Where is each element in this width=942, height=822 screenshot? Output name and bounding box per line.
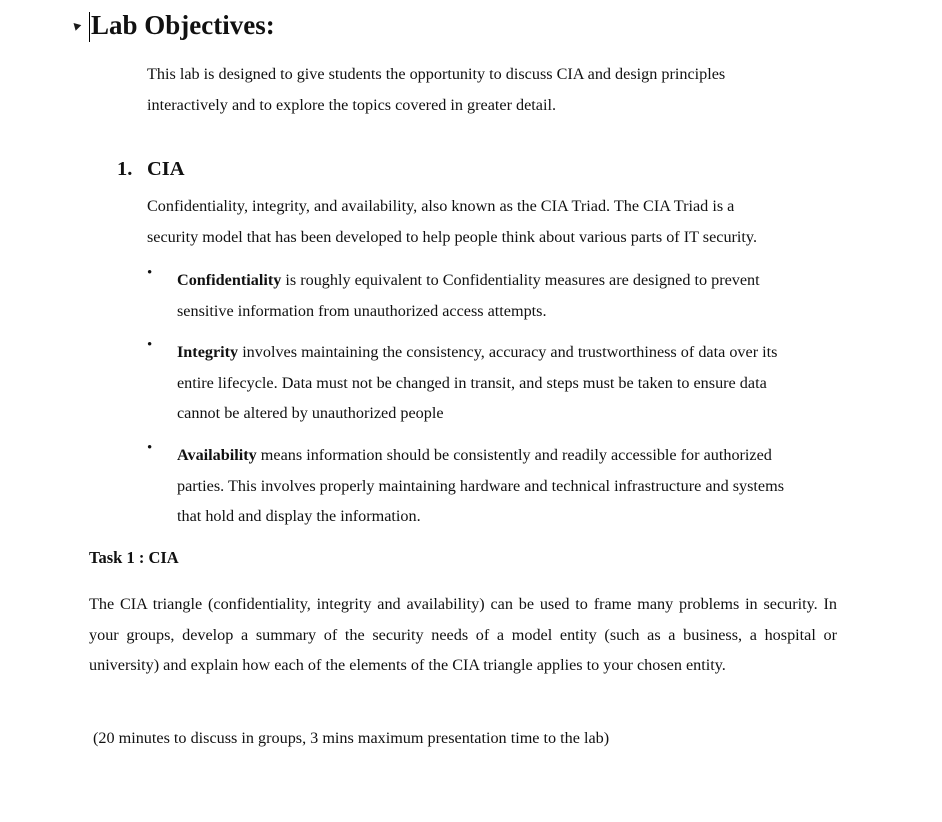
bullet-line bbox=[177, 337, 777, 368]
intro-line-2: interactively and to explore the topics covered in greater detail. bbox=[147, 95, 557, 114]
page-title: Lab Objectives: bbox=[91, 10, 275, 40]
task-note: (20 minutes to discuss in groups, 3 mins maximum presentation time to the lab) bbox=[93, 729, 610, 747]
task-body: The CIA triangle (confidentiality, integrity and availability) can be used to frame many problems in security. In your groups, develop a summary of the security needs of a model entity (such as a business, a hospital or university) and explain how each of the elements of the CIA triangle applies to your chosen entity. bbox=[89, 595, 837, 674]
bullet-line bbox=[177, 440, 784, 471]
bullet-term: Integrity bbox=[177, 343, 239, 361]
bullet-line: that hold and display the information. bbox=[177, 507, 421, 525]
section-title: CIA bbox=[147, 158, 185, 180]
collapse-heading-icon[interactable] bbox=[71, 20, 82, 31]
bullet-marker: • bbox=[147, 337, 153, 353]
section-desc-line-2: security model that has been developed to help people think about various parts of IT security. bbox=[147, 227, 758, 246]
intro-line-1: This lab is designed to give students the opportunity to discuss CIA and design principles bbox=[147, 65, 726, 83]
intro-paragraph bbox=[147, 59, 725, 120]
bullet-text: means information should be consistently and readily accessible for authorized bbox=[256, 446, 772, 464]
bullet-item-confidentiality bbox=[177, 265, 760, 326]
section-number: 1. bbox=[117, 158, 133, 180]
bullet-term: Confidentiality bbox=[177, 271, 282, 289]
bullet-marker: • bbox=[147, 440, 153, 456]
bullet-text: involves maintaining the consistency, accuracy and trustworthiness of data over its bbox=[238, 343, 778, 361]
task-title: Task 1 : CIA bbox=[89, 548, 179, 567]
bullet-line: entire lifecycle. Data must not be changed in transit, and steps must be taken to ensure data bbox=[177, 373, 767, 392]
bullet-term: Availability bbox=[177, 446, 257, 464]
bullet-line: sensitive information from unauthorized access attempts. bbox=[177, 301, 547, 320]
bullet-item-integrity bbox=[177, 337, 777, 429]
section-description bbox=[147, 191, 757, 252]
bullet-text: is roughly equivalent to Confidentiality measures are designed to prevent bbox=[281, 271, 760, 289]
section-desc-line-1: Confidentiality, integrity, and availability, also known as the CIA Triad. The CIA Triad is a bbox=[147, 197, 735, 215]
bullet-item-availability bbox=[177, 440, 784, 532]
bullet-line: parties. This involves properly maintaining hardware and technical infrastructure and systems bbox=[177, 476, 784, 495]
bullet-line bbox=[177, 265, 760, 296]
text-cursor bbox=[89, 12, 90, 42]
bullet-line: cannot be altered by unauthorized people bbox=[177, 404, 444, 422]
bullet-marker: • bbox=[147, 265, 153, 281]
